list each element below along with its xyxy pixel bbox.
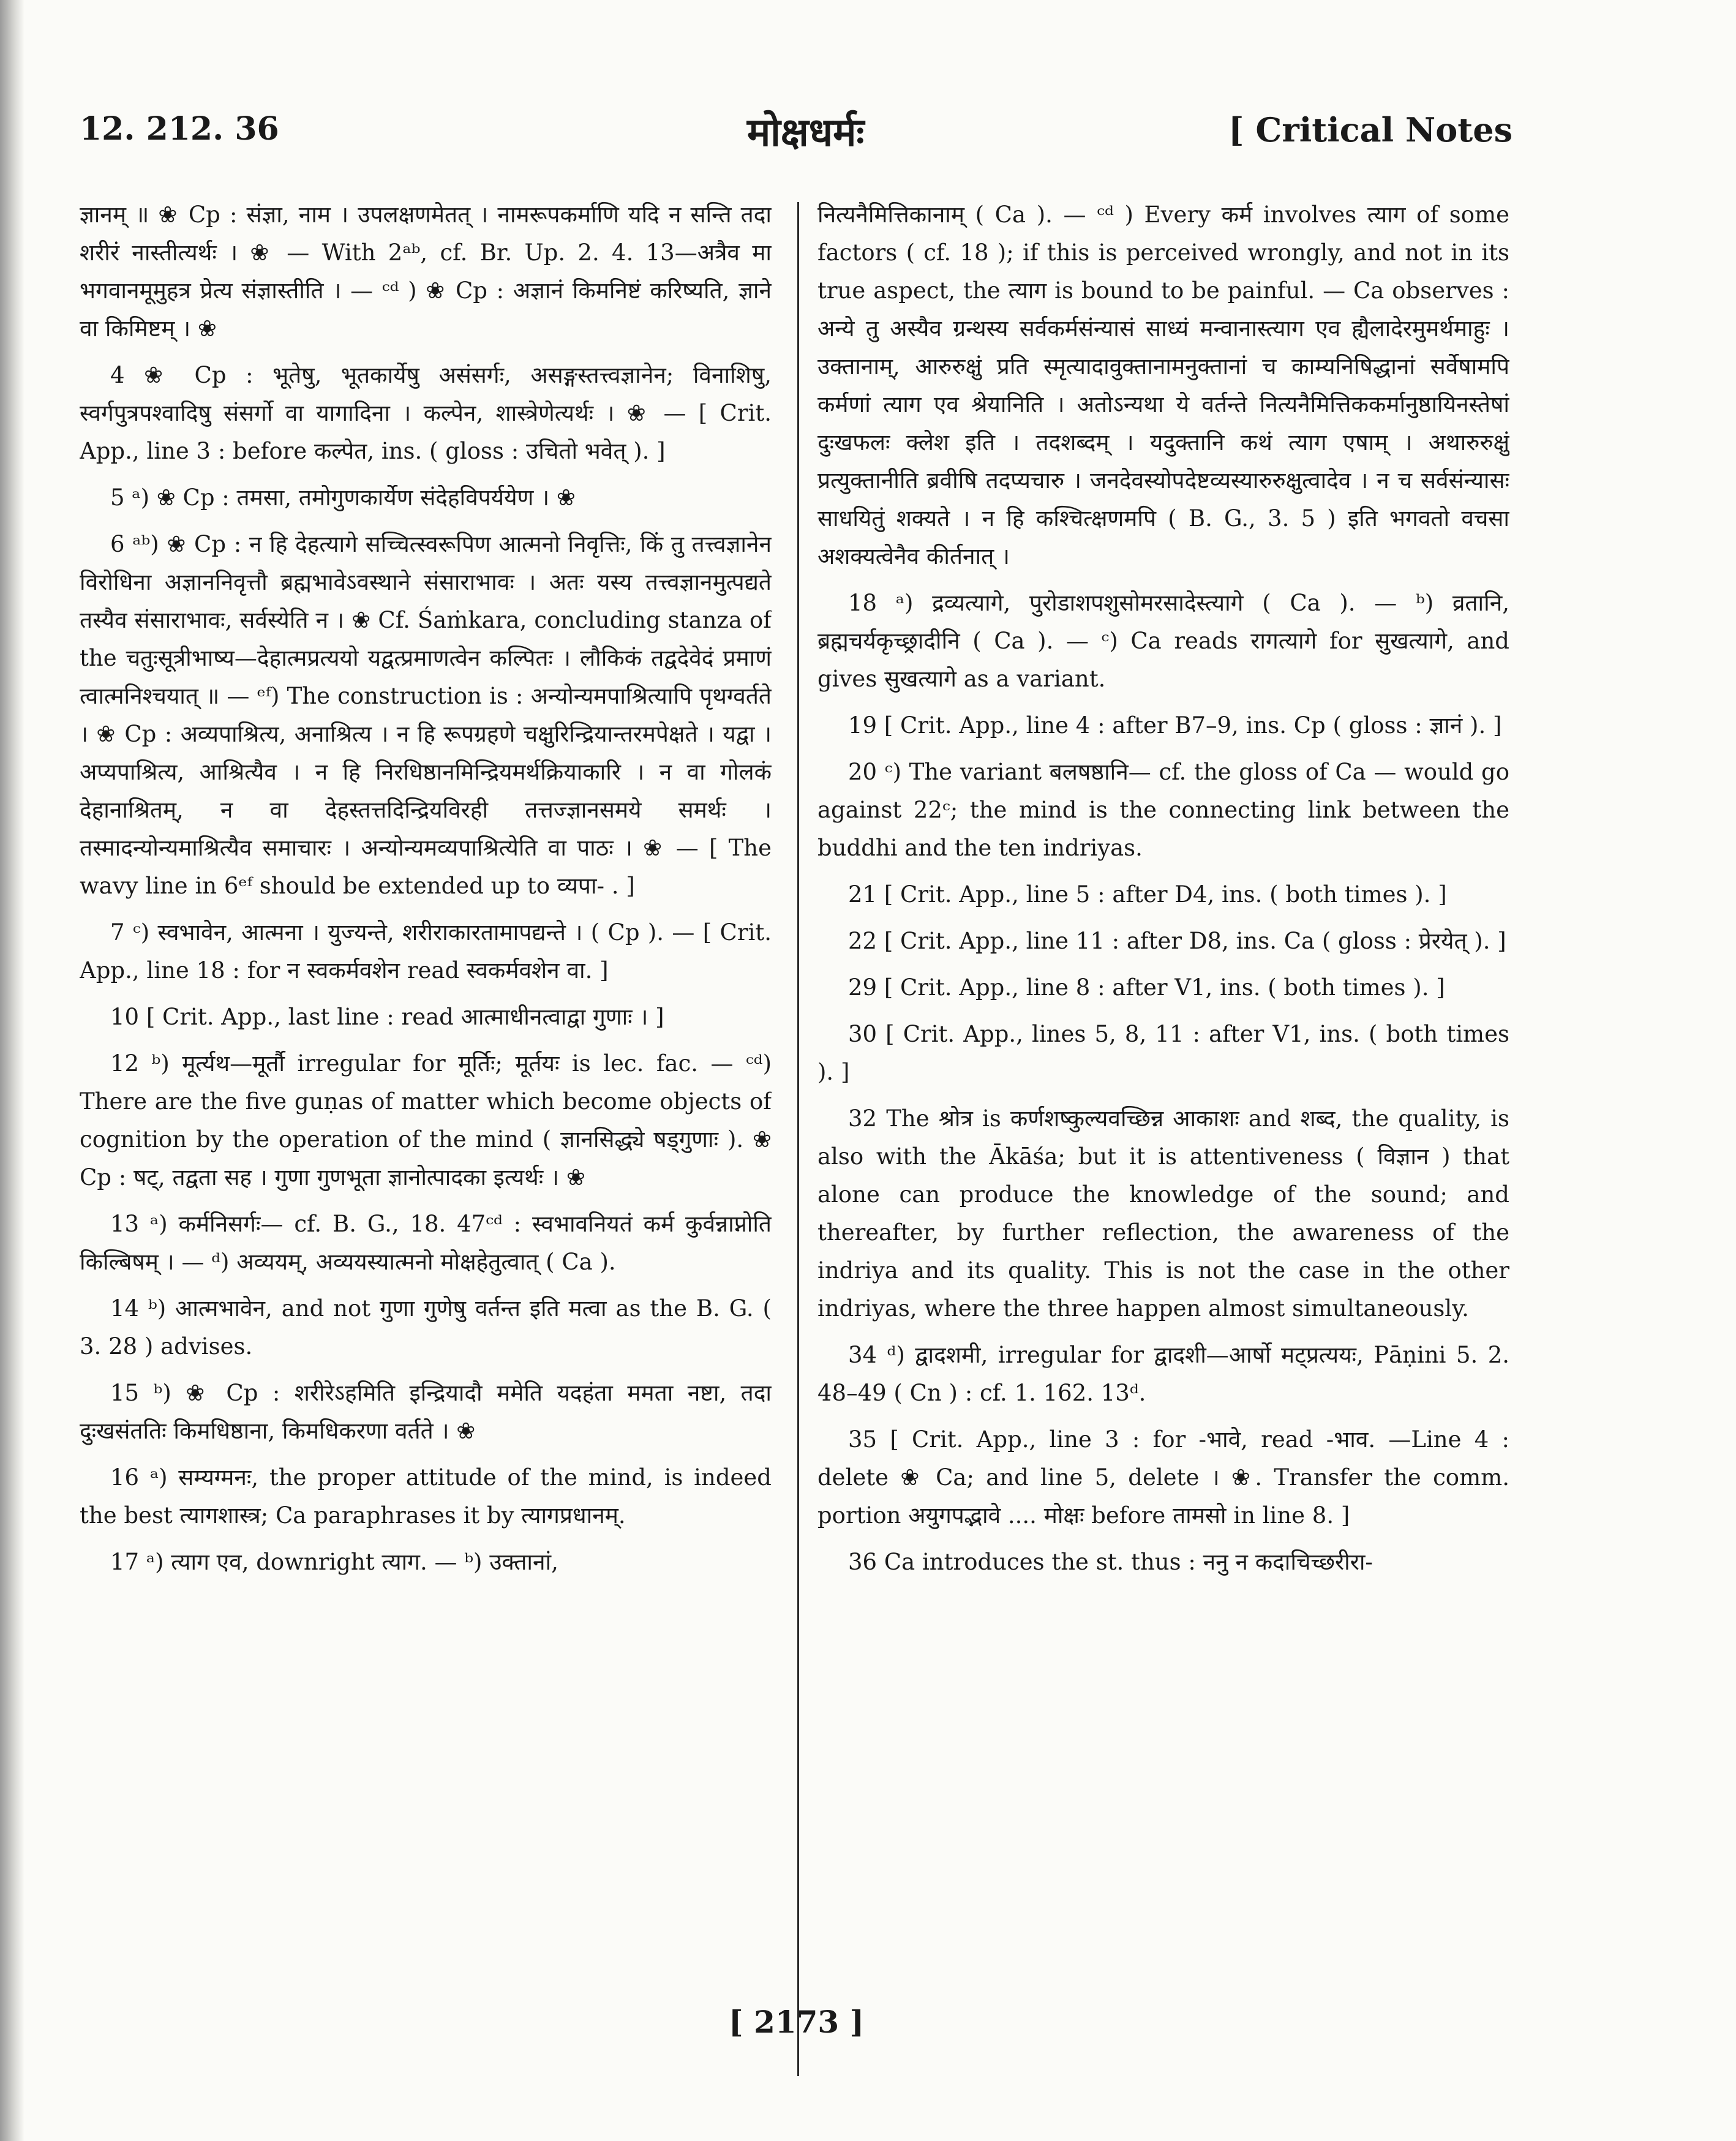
note-paragraph: 36 Ca introduces the st. thus : ननु न कदाचिच्छरीरा- <box>848 1549 1373 1575</box>
note-paragraph: 12 ᵇ) मूर्त्यथ—मूर्तौ irregular for मूर्तिः; मूर्तयः is lec. fac. — ᶜᵈ) There are the five guṇas of matter which become objects of cognition by the operation of the mind ( ज्ञानसिद्ध्ये षड्गुणाः ). ❀ Cp : षट्, तद्वता सह । गुणा गुणभूता ज्ञानोत्पादका इत्यर्थः । ❀ <box>80 1050 772 1191</box>
section-label: [ Critical Notes <box>1228 110 1512 149</box>
note-paragraph: 17 ᵃ) त्याग एव, downright त्याग. — ᵇ) उक्तानां, <box>110 1549 558 1575</box>
note-paragraph: 7 ᶜ) स्वभावेन, आत्मना । युज्यन्ते, शरीराकारतामापद्यन्ते । ( Cp ). — [ Crit. App., line 18 : for न स्वकर्मवशेन read स्वकर्मवशेन वा. ] <box>80 919 772 984</box>
note-paragraph: ज्ञानम् ॥ ❀ Cp : संज्ञा, नाम । उपलक्षणमेतत् । नामरूपकर्माणि यदि न सन्ति तदा शरीरं नास्तीत्यर्थः । ❀ — With 2ᵃᵇ, cf. Br. Up. 2. 4. 13—अत्रैव मा भगवानमूमुहत्र प्रेत्य संज्ञास्तीति । — ᶜᵈ ) ❀ Cp : अज्ञानं किमनिष्टं करिष्यति, ज्ञाने वा किमिष्टम् । ❀ <box>80 201 772 342</box>
note-paragraph: 14 ᵇ) आत्मभावेन, and not गुणा गुणेषु वर्तन्त इति मत्वा as the B. G. ( 3. 28 ) advises. <box>80 1295 772 1360</box>
page-number: [ 2173 ] <box>729 2004 865 2040</box>
note-paragraph: 21 [ Crit. App., line 5 : after D4, ins. ( both times ). ] <box>848 881 1447 908</box>
section-title: मोक्षधर्मः <box>747 110 865 156</box>
note-paragraph: 22 [ Crit. App., line 11 : after D8, ins. Ca ( gloss : प्रेरयेत् ). ] <box>848 928 1506 954</box>
note-paragraph: 18 ᵃ) द्रव्यत्यागे, पुरोडाशपशुसोमरसादेस्त्यागे ( Ca ). — ᵇ) व्रतानि, ब्रह्मचर्यकृच्छ्रादीनि ( Ca ). — ᶜ) Ca reads रागत्यागे for सुखत्यागे, and gives सुखत्यागे as a variant. <box>817 590 1509 692</box>
note-paragraph: 34 ᵈ) द्वादशमी, irregular for द्वादशी—आर्षो मट्प्रत्ययः, Pāṇini 5. 2. 48–49 ( Cn ) : cf. 1. 162. 13ᵈ. <box>817 1342 1509 1406</box>
note-paragraph: 29 [ Crit. App., line 8 : after V1, ins. ( both times ). ] <box>848 974 1445 1001</box>
left-column <box>80 196 772 2070</box>
note-paragraph: 6 ᵃᵇ) ❀ Cp : न हि देहत्यागे सच्चित्स्वरूपिण आत्मनो निवृत्तिः, किं तु तत्त्वज्ञानेन विरोधिना अज्ञाननिवृत्तौ ब्रह्मभावेऽवस्थाने संसाराभावः । अतः यस्य तत्त्वज्ञानमुत्पद्यते तस्यैव संसाराभावः, सर्वस्येति न । ❀ Cf. Śaṁkara, concluding stanza of the चतुःसूत्रीभाष्य—देहात्मप्रत्ययो यद्वत्प्रमाणत्वेन कल्पितः । लौकिकं तद्वदेवेदं प्रमाणं त्वात्मनिश्चयात् ॥ — ᵉᶠ) The construction is : अन्योन्यमपाश्रित्यापि पृथग्वर्तते । ❀ Cp : अव्यपाश्रित्य, अनाश्रित्य । न हि रूपग्रहणे चक्षुरिन्द्रियान्तरमपेक्षते । यद्वा । अप्यपाश्रित्य, आश्रित्यैव । न हि निरधिष्ठानमिन्द्रियमर्थक्रियाकारि । न वा गोलकं देहानाश्रितम्, न वा देहस्तत्तदिन्द्रियविरही तत्तज्ज्ञानसमये समर्थः । तस्मादन्योन्यमाश्रित्यैव समाचारः । अन्योन्यमव्यपाश्रित्येति वा पाठः । ❀ — [ The wavy line in 6ᵉᶠ should be extended up to व्यपा- . ] <box>80 531 772 899</box>
note-paragraph: 4 ❀ Cp : भूतेषु, भूतकार्येषु असंसर्गः, असङ्गस्तत्त्वज्ञानेन; विनाशिषु, स्वर्गपुत्रपश्वादिषु संसर्गो वा यागादिना । कल्पेन, शास्त्रेणेत्यर्थः । ❀ — [ Crit. App., line 3 : before कल्पेत, ins. ( gloss : उचितो भवेत् ). ] <box>80 362 772 464</box>
note-paragraph: नित्यनैमित्तिकानाम् ( Ca ). — ᶜᵈ ) Every कर्म involves त्याग of some factors ( cf. 18 ); if this is perceived wrongly, and not in its true aspect, the त्याग is bound to be painful. — Ca observes : अन्ये तु अस्यैव ग्रन्थस्य सर्वकर्मसंन्यासं साध्यं मन्वानास्त्याग एव ह्यैलादेरमुमर्थमाहुः । उक्तानाम्, आरुरुक्षुं प्रति स्मृत्यादावुक्तानामनुक्तानां च काम्यनिषिद्धानां सर्वेषामपि कर्मणां त्याग एव श्रेयानिति । अतोऽन्यथा ये वर्तन्ते नित्यनैमित्तिककर्मानुष्ठायिनस्तेषां दुःखफलः क्लेश इति । तदशब्दम् । यदुक्तानि कथं त्याग एषाम् । अथारुरुक्षुं प्रत्युक्तानीति ब्रवीषि तदप्यचारु । जनदेवस्योपदेष्टव्यस्यारुरुक्षुत्वादेव । न च सर्वसंन्यासः साधयितुं शक्यते । न हि कश्चित्क्षणमपि ( B. G., 3. 5 ) इति भगवतो वचसा अशक्यत्वेनैव कीर्तनात् । <box>817 201 1509 570</box>
note-paragraph: 5 ᵃ) ❀ Cp : तमसा, तमोगुणकार्येण संदेहविपर्ययेण । ❀ <box>110 484 576 511</box>
note-paragraph: 35 [ Crit. App., line 3 : for -भावे, read -भाव. —Line 4 : delete ❀ Ca; and line 5, delete । ❀. Transfer the comm. portion अयुगपद्भावे .... मोक्षः before तामसो in line 8. ] <box>817 1426 1509 1529</box>
page-reference: 12. 212. 36 <box>80 110 279 148</box>
note-paragraph: 30 [ Crit. App., lines 5, 8, 11 : after V1, ins. ( both times ). ] <box>817 1021 1509 1085</box>
note-paragraph: 10 [ Crit. App., last line : read आत्माधीनत्वाद्वा गुणाः । ] <box>110 1004 664 1030</box>
running-header <box>80 98 1512 165</box>
column-divider <box>797 202 799 2076</box>
right-column <box>817 196 1509 2070</box>
note-paragraph: 32 The श्रोत्र is कर्णशष्कुल्यवच्छिन्न आकाशः and शब्द, the quality, is also with the Ākāśa; but it is attentiveness ( विज्ञान ) that alone can produce the knowledge of the sound; and thereafter, by further reflection, the awareness of the indriya and its quality. This is not the case in the other indriyas, where the three happen almost simultaneously. <box>817 1105 1509 1322</box>
note-paragraph: 15 ᵇ) ❀ Cp : शरीरेऽहमिति इन्द्रियादौ ममेति यदहंता ममता नष्टा, तदा दुःखसंततिः किमधिष्ठाना, किमधिकरणा वर्तते । ❀ <box>80 1380 772 1444</box>
note-paragraph: 13 ᵃ) कर्मनिसर्गः— cf. B. G., 18. 47ᶜᵈ : स्वभावनियतं कर्म कुर्वन्नाप्नोति किल्बिषम् । — ᵈ) अव्ययम्, अव्ययस्यात्मनो मोक्षहेतुत्वात् ( Ca ). <box>80 1211 772 1275</box>
book-binding-shadow <box>0 0 24 2141</box>
note-paragraph: 19 [ Crit. App., line 4 : after B7–9, ins. Cp ( gloss : ज्ञानं ). ] <box>848 712 1502 739</box>
document-page <box>80 98 1512 2119</box>
note-paragraph: 16 ᵃ) सम्यग्मनः, the proper attitude of the mind, is indeed the best त्यागशास्त्र; Ca paraphrases it by त्यागप्रधानम्. <box>80 1464 772 1529</box>
note-paragraph: 20 ᶜ) The variant बलषष्ठानि— cf. the gloss of Ca — would go against 22ᶜ; the mind is the connecting link between the buddhi and the ten indriyas. <box>817 759 1509 861</box>
